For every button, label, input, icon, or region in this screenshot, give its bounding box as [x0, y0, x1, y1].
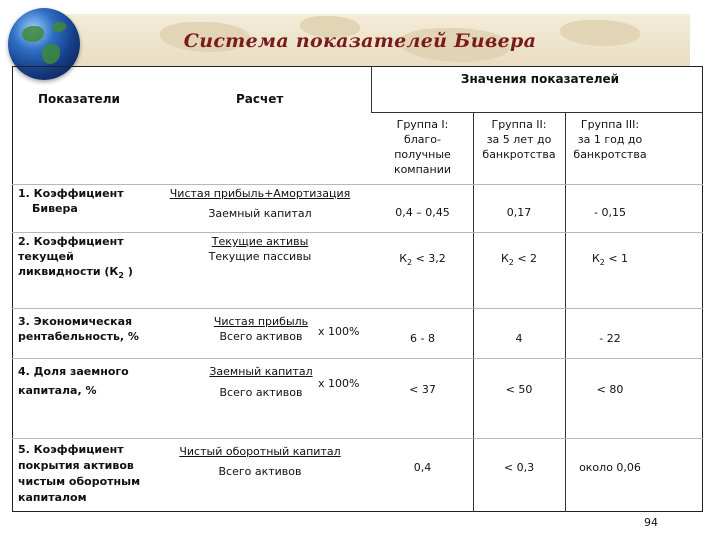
page-title: Система показателей Бивера: [183, 30, 537, 52]
table-divider: [473, 112, 474, 512]
header-group2: Группа II: за 5 лет до банкротства: [482, 118, 556, 161]
row-5-formula: [150, 444, 370, 479]
row-divider: [12, 232, 703, 233]
formula-denominator: Всего активов: [218, 465, 302, 478]
row-4-name: 4. Доля заемного капитала, %: [18, 365, 129, 397]
formula-numerator: Текущие активы: [211, 235, 309, 248]
formula-denominator: Всего активов: [219, 330, 303, 343]
row-1-group2: 0,17: [506, 206, 532, 219]
row-5-group3: около 0,06: [579, 461, 641, 474]
formula-denominator: Заемный капитал: [208, 207, 312, 220]
row-1-formula: [150, 186, 370, 221]
header-calculation: Расчет: [236, 92, 284, 106]
row-divider: [12, 308, 703, 309]
row-2-group3: $К_2 < 1$: [591, 252, 629, 268]
row-5-name: 5. Коэффициент покрытия активов чистым оборотным капиталом: [18, 443, 141, 504]
row-5-group1: 0,4: [413, 461, 432, 474]
row-3-multiplier: х 100%: [318, 325, 360, 338]
header-values: Значения показателей: [460, 72, 620, 86]
row-5-group2: < 0,3: [503, 461, 535, 474]
row-3-group1: 6 - 8: [410, 332, 435, 345]
row-3-group3: - 22: [599, 332, 621, 345]
formula-denominator: Всего активов: [219, 386, 303, 399]
row-4-group1: < 37: [409, 383, 436, 396]
row-2-group1: $К_2 < 3,2$: [399, 252, 446, 268]
row-1-name: 1. Коэффициент Бивера: [18, 187, 124, 215]
header-group3: Группа III: за 1 год до банкротства: [573, 118, 647, 161]
formula-denominator: Текущие пассивы: [208, 250, 312, 263]
row-4-group3: < 80: [596, 383, 624, 396]
formula-numerator: Чистая прибыль+Амортизация: [169, 187, 351, 200]
header-group1: Группа I: благо- получные компании: [393, 118, 452, 176]
table-divider: [371, 112, 703, 113]
row-3-formula: [196, 314, 326, 344]
table-divider: [565, 112, 566, 512]
table-divider: [371, 66, 372, 112]
formula-numerator: Чистый оборотный капитал: [179, 445, 341, 458]
row-1-group1: 0,4 – 0,45: [395, 206, 450, 219]
row-divider: [12, 358, 703, 359]
row-2-name: 2. Коэффициент текущей ликвидности ($К_2$ ): [18, 235, 133, 281]
row-divider: [12, 184, 703, 185]
header-indicators: Показатели: [38, 92, 120, 106]
formula-numerator: Заемный капитал: [209, 365, 313, 378]
row-2-formula: [150, 234, 370, 264]
row-2-group2: $К_2 < 2$: [500, 252, 538, 268]
row-1-group3: - 0,15: [594, 206, 626, 219]
row-3-name: 3. Экономическая рентабельность, %: [18, 315, 139, 343]
row-4-multiplier: х 100%: [318, 377, 360, 390]
row-3-group2: 4: [515, 332, 523, 345]
row-4-group2: < 50: [505, 383, 533, 396]
row-divider: [12, 438, 703, 439]
formula-numerator: Чистая прибыль: [213, 315, 309, 328]
page-number: 94: [644, 516, 658, 529]
row-4-formula: [196, 364, 326, 400]
